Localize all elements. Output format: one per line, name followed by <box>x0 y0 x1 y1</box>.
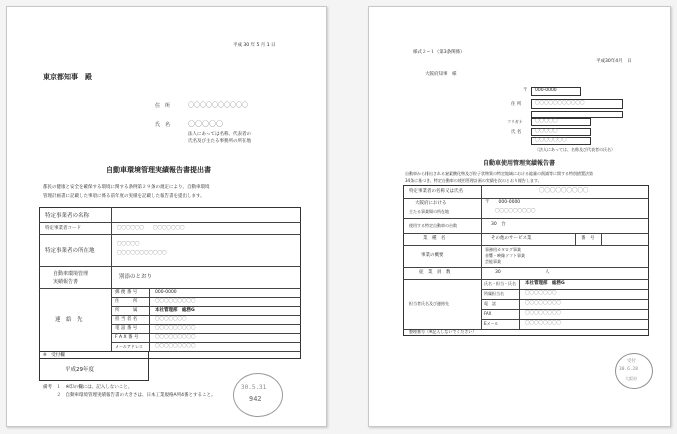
right-addressee: 大阪府知事 様 <box>425 72 457 77</box>
left-contact-row-value: 本社管理部 総務G <box>155 308 195 313</box>
right-contact-row-label: 氏名・担当・氏名 <box>484 281 516 286</box>
left-contact-row-value: 〇〇〇〇〇〇〇 <box>155 317 187 322</box>
left-stamp-number: 942 <box>249 395 262 403</box>
right-contact-row-value: 〇〇〇〇〇〇〇〇 <box>525 321 561 326</box>
left-name-label: 氏 名 <box>155 122 171 128</box>
left-address-label: 住 所 <box>155 103 171 109</box>
right-intro-2: 34条に基づき、特定自動車の使用管理計画の実績を次のとおり報告します。 <box>405 178 542 183</box>
right-document <box>368 6 671 427</box>
right-r6-value: 30 <box>495 270 501 275</box>
left-contact-row-label: F A X 番 号 <box>115 335 139 340</box>
right-address-value: 〇〇〇〇〇〇〇〇〇〇〇 <box>535 101 585 106</box>
right-contact-row-value: 本社管理部 総務G <box>525 281 565 286</box>
left-contact-row-value: 000-0000 <box>155 290 177 295</box>
right-intro-1: 自動車から排出される窒素酸化物及び粒子状物質の特定地域における総量の削減等に関する特別措置法第 <box>405 171 593 176</box>
right-address-label: 住 所 <box>511 102 522 107</box>
left-contact-row-value: 〇〇〇〇〇〇〇〇〇 <box>155 344 196 349</box>
left-intro-1: 都民の健康と安全を確保する環境に関する条例第２９条の規定により、自動車環境 <box>43 185 210 190</box>
left-addressee: 東京都知事 殿 <box>43 73 92 81</box>
left-title: 自動車環境管理実績報告書提出書 <box>106 166 211 174</box>
right-contact-row-label: Eメール <box>484 321 499 326</box>
right-r2-label-2: 主たる事業場の所在地 <box>409 209 449 214</box>
left-contact-row-label: 郵 便 番 号 <box>115 290 138 295</box>
right-contact-label: 担当者氏名及び連絡先 <box>409 301 449 306</box>
left-row-report-value: 別添のとおり <box>119 274 153 280</box>
right-r1-value: 〇〇〇〇〇〇〇〇〇 <box>539 188 589 194</box>
left-row-loc-value-1: 〇〇〇〇〇 <box>117 242 140 247</box>
right-stamp-top: 受付 <box>627 359 636 364</box>
left-contact-row-value: 〇〇〇〇〇〇〇〇〇 <box>155 299 196 304</box>
left-contact-row-value: 〇〇〇〇〇〇〇〇〇 <box>155 335 196 340</box>
right-corp-note: （法人にあっては、名称及び代表者の氏名） <box>535 147 615 152</box>
right-contact-row-value: 〇〇〇〇〇〇〇〇 <box>525 301 561 306</box>
left-contact-row-label: 電 話 番 号 <box>115 326 138 331</box>
left-row-code-label: 特定事業者コード <box>45 226 81 231</box>
left-receipt-value: 平成29年度 <box>65 367 94 373</box>
right-r2-zip: 〒 000-0000 <box>485 200 521 205</box>
right-zip-value: 000-0000 <box>535 88 557 93</box>
left-document <box>6 6 327 427</box>
right-contact-row-value: 〇〇〇〇〇〇〇〇 <box>525 311 561 316</box>
right-r5-value-2: 音響・映像ソフト事業 <box>485 253 525 258</box>
right-name-value-2: 〇〇〇〇〇〇〇 <box>535 138 567 143</box>
left-contact-row-label: メールアドレス <box>115 344 143 349</box>
right-r4-label: 業 種 名 <box>423 236 446 241</box>
right-contact-row-value: 〇〇〇〇〇〇〇 <box>525 291 557 296</box>
right-name-label: 氏 名 <box>511 130 522 135</box>
right-r4-value: その他のサービス業 <box>491 236 532 241</box>
right-r5-value-1: 事務用カタログ事業 <box>485 247 521 252</box>
left-row-report-label-1: 自動車環境管理 <box>53 271 89 277</box>
left-contact-row-value: 〇〇〇〇〇〇〇〇〇 <box>155 326 196 331</box>
right-date: 平成30年4月 日 <box>596 59 632 64</box>
right-receipt-label: 整理番号（※記入しないでください） <box>409 329 477 334</box>
left-contact-label: 連 絡 先 <box>55 317 83 323</box>
left-note-2: ２ 自動車環境管理実績報告書の大きさは、日本工業規格A列4番とすること。 <box>43 393 216 398</box>
left-contact-row-label: 担 当 者 名 <box>115 317 138 322</box>
left-contact-row-label: 所 属 <box>115 308 138 313</box>
left-corp-note-2: 氏名及び主たる事務所の所在地 <box>188 139 251 144</box>
left-row-code-value: 〇〇〇〇〇〇 〇〇〇〇〇〇〇 <box>117 226 185 231</box>
left-intro-2: 管理計画書に記載した事項に係る前年度の実績を記載した報告書を提出します。 <box>43 194 205 199</box>
right-r1-label: 特定事業者の名称又は氏名 <box>409 189 463 194</box>
right-zip-mark: 〒 <box>523 88 528 93</box>
left-row-loc-value-2: 〇〇〇〇〇〇〇〇〇〇〇 <box>117 251 167 256</box>
right-r3-value: 30 台 <box>491 222 506 227</box>
left-date: 平成 30 年 5 月 1 日 <box>233 43 276 48</box>
left-contact-row-label: 住 所 <box>115 299 138 304</box>
right-furigana-label: フリガナ <box>507 119 523 124</box>
right-furigana-value: 〇〇〇〇〇 <box>535 119 558 124</box>
right-r6-label: 従 業 員 数 <box>419 270 451 275</box>
left-row-loc-label: 特定事業者の所在地 <box>45 248 95 254</box>
right-form-number: 様式２−１（第3条関係） <box>413 50 465 55</box>
right-stamp-bottom: 大阪府 <box>625 376 637 381</box>
left-stamp-date: 30.5.31 <box>241 384 267 391</box>
left-receipt-label: ※ 受付欄 <box>43 353 65 358</box>
right-r5-label: 事業の概要 <box>421 253 444 258</box>
left-address-value: 〇〇〇〇〇〇〇〇〇〇 <box>188 102 249 109</box>
left-row-report-label-2: 実績報告書 <box>53 279 79 285</box>
right-r2-label-1: 大阪府における <box>415 201 447 206</box>
right-r2-value: 〇〇〇〇〇〇〇〇〇 <box>495 209 536 214</box>
right-stamp-date: 30.6.28 <box>619 367 638 372</box>
right-r6-unit: 人 <box>545 270 550 275</box>
left-note-1: 備考 １ ※印の欄には、記入しないこと。 <box>43 385 133 390</box>
left-corp-note-1: 法人にあっては名称、代表者の <box>188 132 251 137</box>
left-name-value: 〇〇〇〇〇 <box>188 120 223 128</box>
right-contact-row-label: 所属担当名 <box>484 291 504 296</box>
right-r5-value-3: 芸能事業 <box>485 259 501 264</box>
right-r4-number-label: 番 号 <box>581 236 595 241</box>
right-contact-row-label: 電 話 <box>484 301 496 306</box>
right-contact-row-label: FAX <box>484 311 492 316</box>
right-r3-label: 使用する特定自動車の台数 <box>409 223 457 228</box>
left-row-name-label: 特定事業者の名称 <box>45 213 90 219</box>
right-name-value: 〇〇〇〇〇 <box>535 129 558 134</box>
right-title: 自動車使用管理実績報告書 <box>483 160 556 167</box>
